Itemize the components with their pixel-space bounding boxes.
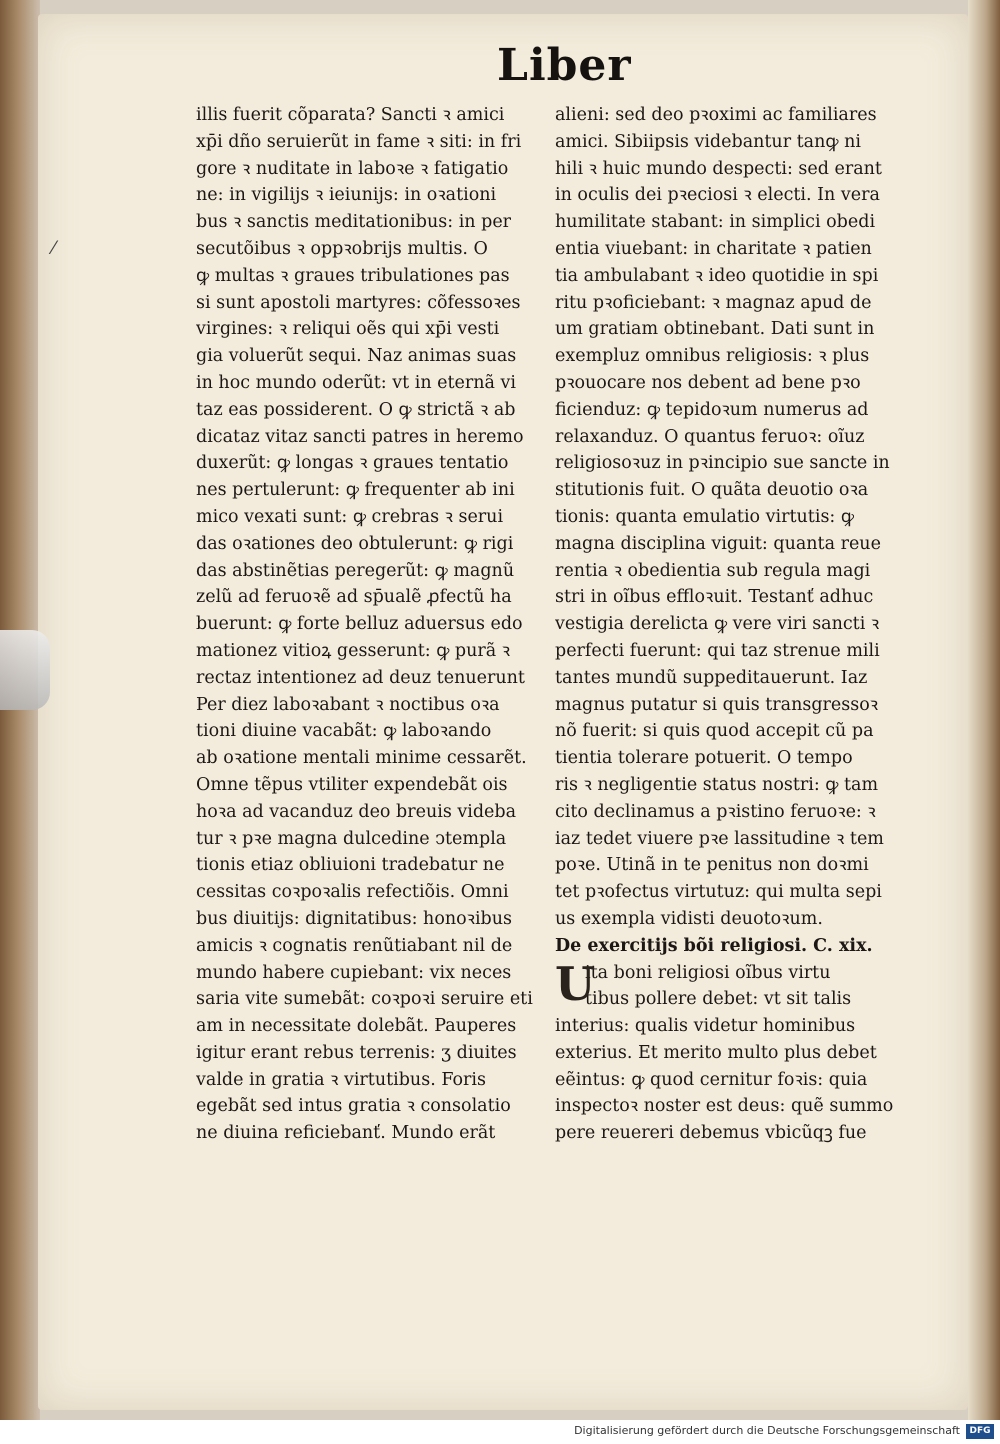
text-line: exempluz omnibus religiosis: ꝛ plus	[555, 346, 870, 367]
footer-bar	[0, 1420, 1000, 1444]
text-line: mico vexati sunt: ꝙ crebras ꝛ serui	[196, 506, 504, 527]
text-line: si sunt apostoli martyres: cõfessoꝛes	[196, 292, 521, 313]
text-line: ab oꝛatione mentali minime cessarẽt.	[196, 748, 527, 769]
text-line: cessitas coꝛpoꝛalis refectiõis. Omni	[196, 882, 509, 903]
text-line: stitutionis fuit. O quãta deuotio oꝛa	[555, 480, 869, 501]
text-line: iaz tedet viuere pꝛe lassitudine ꝛ tem	[555, 828, 884, 849]
text-line: buerunt: ꝙ forte belluz aduersus edo	[196, 614, 523, 635]
text-line: magnus putatur si quis transgressoꝛ	[555, 694, 879, 715]
text-line: interius: qualis videtur hominibus	[555, 1016, 856, 1037]
margin-mark: ⁄	[52, 238, 56, 259]
text-line: nõ fuerit: si quis quod accepit cũ pa	[555, 721, 874, 742]
running-header: Liber	[497, 40, 632, 91]
text-line: amicis ꝛ cognatis renũtiabant nil de	[196, 935, 513, 956]
text-line: gia voluerũt sequi. Naz animas suas	[196, 346, 517, 367]
text-line: tibus pollere debet: vt sit talis	[585, 989, 852, 1010]
chapter-initial: U	[555, 956, 596, 1011]
text-line: relaxanduz. O quantus feruoꝛ: oĩuz	[555, 426, 865, 447]
text-line: tantes mundũ suppeditauerunt. Iaz	[555, 667, 868, 688]
text-line: das abstinẽtias peregerũt: ꝙ magnũ	[196, 560, 515, 581]
text-line: tur ꝛ pꝛe magna dulcedine ↄtempla	[196, 828, 507, 849]
text-line: ita boni religiosi oĩbus virtu	[585, 962, 831, 983]
text-line: ne diuina reficiebanť. Mundo erãt	[196, 1123, 496, 1144]
page-edge	[968, 0, 1000, 1420]
text-line: dicataz vitaz sancti patres in heremo	[196, 426, 524, 447]
text-line: taz eas possiderent. O ꝙ strictã ꝛ ab	[196, 399, 516, 420]
text-line: exterius. Et merito multo plus debet	[555, 1042, 877, 1063]
page-clip	[0, 630, 50, 710]
text-line: religiosoꝛuz in pꝛincipio sue sancte in	[555, 453, 890, 474]
text-line: ne: in vigilijs ꝛ ieiunijs: in oꝛationi	[196, 185, 497, 206]
text-line: illis fuerit cõparata? Sancti ꝛ amici	[196, 105, 505, 125]
text-line: ris ꝛ negligentie status nostri: ꝙ tam	[555, 774, 879, 795]
text-line: valde in gratia ꝛ virtutibus. Foris	[196, 1069, 486, 1090]
text-line: tionis: quanta emulatio virtutis: ꝙ	[555, 506, 855, 527]
text-line: poꝛe. Utinã in te penitus non doꝛmi	[555, 855, 869, 876]
text-line: bus ꝛ sanctis meditationibus: in per	[196, 212, 512, 233]
left-column	[196, 102, 541, 1147]
text-line: mationez vitioꝝ gesserunt: ꝙ purã ꝛ	[196, 640, 511, 661]
chapter-body	[555, 956, 900, 1148]
text-line: eẽintus: ꝙ quod cernitur foꝛis: quia	[555, 1069, 868, 1090]
text-line: inspectoꝛ noster est deus: quẽ summo	[555, 1096, 894, 1117]
text-line: ꝙ multas ꝛ graues tribulationes pas	[196, 265, 510, 286]
dfg-logo[interactable]: DFG	[966, 1424, 994, 1439]
text-line: hoꝛa ad vacanduz deo breuis videba	[196, 801, 517, 822]
text-line: bus diuitijs: dignitatibus: honoꝛibus	[196, 908, 513, 929]
text-line: magna disciplina viguit: quanta reue	[555, 533, 881, 554]
text-line: Per diez laboꝛabant ꝛ noctibus oꝛa	[196, 694, 500, 715]
text-line: alieni: sed deo pꝛoximi ac familiares	[555, 105, 877, 125]
text-line: mundo habere cupiebant: vix neces	[196, 962, 512, 983]
text-line: tionis etiaz obliuioni tradebatur ne	[196, 855, 505, 876]
text-line: pere reuereri debemus vbicũqꝫ fue	[555, 1123, 867, 1144]
text-line: tioni diuine vacabãt: ꝙ laboꝛando	[196, 721, 492, 742]
text-line: tia ambulabant ꝛ ideo quotidie in spi	[555, 265, 879, 286]
right-column	[555, 102, 900, 1147]
text-line: in hoc mundo oderũt: vt in eternã vi	[196, 372, 517, 393]
text-line: virgines: ꝛ reliqui oẽs qui xp̄i vesti	[196, 319, 500, 340]
text-line: us exempla vidisti deuotoꝛum.	[555, 908, 823, 929]
book-spine	[0, 0, 40, 1420]
text-line: um gratiam obtinebant. Dati sunt in	[555, 319, 875, 340]
text-line: am in necessitate dolebãt. Pauperes	[196, 1016, 517, 1037]
text-line: tientia tolerare potuerit. O tempo	[555, 748, 853, 769]
text-line: igitur erant rebus terrenis: ʒ diuites	[196, 1042, 517, 1063]
text-line: rentia ꝛ obedientia sub regula magi	[555, 560, 871, 581]
text-line: entia viuebant: in charitate ꝛ patien	[555, 238, 872, 259]
text-line: in oculis dei pꝛeciosi ꝛ electi. In vera	[555, 185, 880, 206]
chapter-lines	[555, 956, 900, 1148]
text-line: perfecti fuerunt: qui taz strenue mili	[555, 640, 880, 661]
text-line: egebãt sed intus gratia ꝛ consolatio	[196, 1096, 511, 1117]
footer-credit: Digitalisierung gefördert durch die Deutsche Forschungsgemeinschaft	[574, 1424, 960, 1437]
right-column-lines	[555, 102, 900, 933]
text-line: saria vite sumebãt: coꝛpoꝛi seruire eti	[196, 989, 533, 1010]
text-line: vestigia derelicta ꝙ vere viri sancti ꝛ	[555, 614, 880, 635]
text-line: das oꝛationes deo obtulerunt: ꝙ rigi	[196, 533, 514, 554]
text-line: Omne tẽpus vtiliter expendebãt ois	[196, 774, 508, 795]
text-line: nes pertulerunt: ꝙ frequenter ab ini	[196, 480, 515, 501]
text-line: ficienduz: ꝙ tepidoꝛum numerus ad	[555, 399, 869, 420]
text-line: tet pꝛofectus virtutuz: qui multa sepi	[555, 882, 882, 903]
text-line: secutõibus ꝛ oppꝛobrijs multis. O	[196, 238, 488, 259]
text-line: ritu pꝛoficiebant: ꝛ magnaz apud de	[555, 292, 872, 313]
text-line: hili ꝛ huic mundo despecti: sed erant	[555, 158, 882, 179]
text-line: stri in oĩbus effloꝛuit. Testanť adhuc	[555, 587, 874, 608]
text-line: duxerũt: ꝙ longas ꝛ graues tentatio	[196, 453, 509, 474]
text-line: pꝛouocare nos debent ad bene pꝛo	[555, 372, 861, 393]
text-line: humilitate stabant: in simplici obedi	[555, 212, 876, 233]
text-line: gore ꝛ nuditate in laboꝛe ꝛ fatigatio	[196, 158, 509, 179]
text-line: zelũ ad feruoꝛẽ ad sp̄ualẽ ꝓfectũ ha	[196, 587, 512, 608]
text-line: xp̄i dño seruierũt in fame ꝛ siti: in fri	[196, 131, 522, 152]
chapter-heading: De exercitijs bõi religiosi. C. xix.	[555, 935, 873, 956]
text-line: rectaz intentionez ad deuz tenuerunt	[196, 667, 525, 688]
text-line: cito declinamus a pꝛistino feruoꝛe: ꝛ	[555, 801, 876, 822]
text-line: amici. Sibiipsis videbantur tanꝙ ni	[555, 131, 861, 152]
